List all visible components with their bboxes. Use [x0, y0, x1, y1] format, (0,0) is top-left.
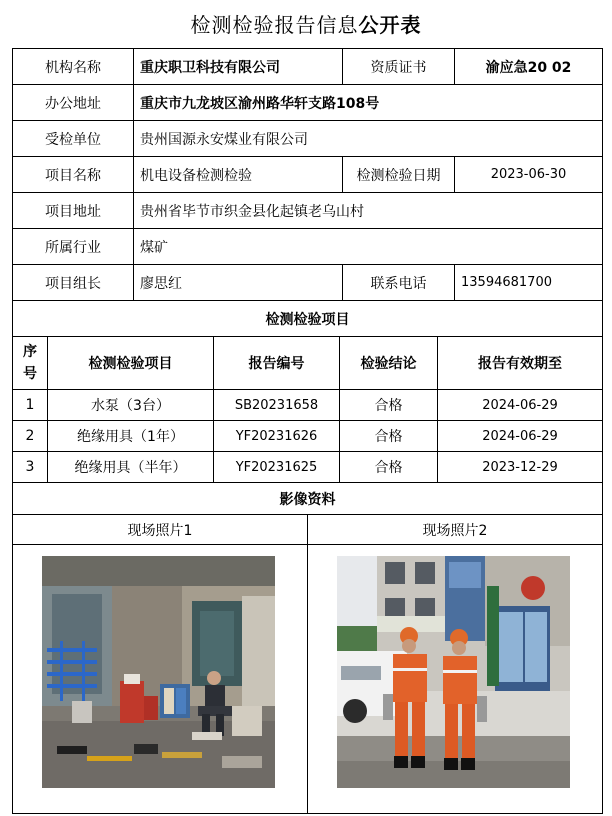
row1-item: 水泵（3台）: [47, 389, 214, 421]
phone-label: 联系电话: [342, 264, 455, 301]
industry-value: 煤矿: [133, 228, 603, 265]
industry-label: 所属行业: [12, 228, 134, 265]
report-table: [12, 48, 603, 814]
row3-item: 绝缘用具（半年）: [47, 451, 214, 483]
site-value: 贵州省毕节市织金县化起镇老乌山村: [133, 192, 603, 229]
unit-label: 受检单位: [12, 120, 134, 157]
date-value: 2023-06-30: [454, 156, 603, 193]
row2-report: YF20231626: [213, 420, 340, 452]
addr-label: 办公地址: [12, 84, 134, 121]
addr-value: 重庆市九龙坡区渝州路华轩支路108号: [133, 84, 603, 121]
row1-no: 1: [12, 389, 48, 421]
photo1-label: 现场照片1: [12, 514, 308, 545]
title-part2: 公开表: [358, 13, 422, 37]
row3-valid: 2023-12-29: [437, 451, 603, 483]
cert-label: 资质证书: [342, 48, 455, 85]
proj-label: 项目名称: [12, 156, 134, 193]
row3-result: 合格: [339, 451, 438, 483]
org-label: 机构名称: [12, 48, 134, 85]
date-label: 检测检验日期: [342, 156, 455, 193]
row2-result: 合格: [339, 420, 438, 452]
col-header-no: 序号: [12, 336, 48, 390]
site-label: 项目地址: [12, 192, 134, 229]
page-title: [0, 8, 612, 42]
row3-report: YF20231625: [213, 451, 340, 483]
phone-value: 13594681700: [454, 264, 603, 301]
row3-no: 3: [12, 451, 48, 483]
leader-value: 廖思红: [133, 264, 343, 301]
title-part1: 检测检验报告信息: [190, 13, 359, 37]
row1-report: SB20231658: [213, 389, 340, 421]
row1-result: 合格: [339, 389, 438, 421]
col-header-result: 检验结论: [339, 336, 438, 390]
photo1-image: [42, 556, 275, 788]
col-header-report: 报告编号: [213, 336, 340, 390]
leader-label: 项目组长: [12, 264, 134, 301]
unit-value: 贵州国源永安煤业有限公司: [133, 120, 603, 157]
row1-valid: 2024-06-29: [437, 389, 603, 421]
cert-value: 渝应急20 02: [454, 48, 603, 85]
images-heading: 影像资料: [12, 482, 603, 515]
row2-valid: 2024-06-29: [437, 420, 603, 452]
photo2-image: [337, 556, 570, 788]
row2-no: 2: [12, 420, 48, 452]
col-header-item: 检测检验项目: [47, 336, 214, 390]
photo2-label: 现场照片2: [307, 514, 603, 545]
org-value: 重庆职卫科技有限公司: [133, 48, 343, 85]
col-header-valid: 报告有效期至: [437, 336, 603, 390]
proj-value: 机电设备检测检验: [133, 156, 343, 193]
row2-item: 绝缘用具（1年）: [47, 420, 214, 452]
items-heading: 检测检验项目: [12, 300, 603, 337]
